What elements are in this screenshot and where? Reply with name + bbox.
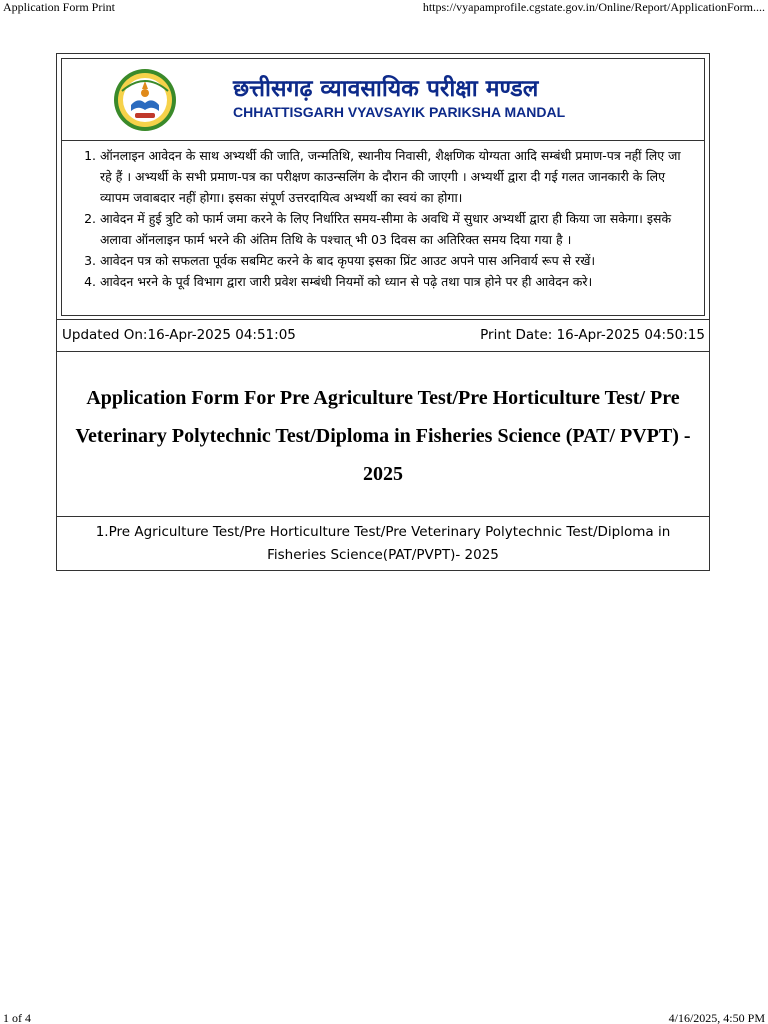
print-date-text: Print Date: 16-Apr-2025 04:50:15 xyxy=(480,327,705,343)
board-title-english: CHHATTISGARH VYAVSAYIK PARIKSHA MANDAL xyxy=(233,104,566,120)
application-form-container xyxy=(56,53,710,571)
instruction-item: 4. आवेदन भरने के पूर्व विभाग द्वारा जारी प्रवेश सम्बंधी नियमों को ध्यान से पढ़े तथा पात्र होने पर ही आवेदन करे। xyxy=(100,271,690,292)
banner xyxy=(62,59,704,141)
divider xyxy=(57,516,709,517)
print-footer-datetime: 4/16/2025, 4:50 PM xyxy=(668,1011,765,1024)
page-number: 1 of 4 xyxy=(3,1011,31,1024)
form-title: Application Form For Pre Agriculture Test/Pre Horticulture Test/ Pre Veterinary Polytechnic Test/Diploma in Fisheries Science (PAT/ PVPT) - 2025 xyxy=(75,387,691,485)
divider xyxy=(57,319,709,320)
vyapam-emblem-icon xyxy=(108,67,182,133)
instruction-item: 2. आवेदन में हुई त्रुटि को फार्म जमा करने के लिए निर्धारित समय-सीमा के अवधि में सुधार अभ्यर्थी द्वारा ही किया जा सकेगा। इसके अलावा ऑनलाइन फार्म भरने की अंतिम तिथि के पश्चात् भी 03 दिवस का अतिरिक्त समय दिया गया है । xyxy=(100,208,690,250)
updated-on-text: Updated On:16-Apr-2025 04:51:05 xyxy=(62,327,296,343)
board-title-hindi: छत्तीसगढ़ व्यावसायिक परीक्षा मण्डल xyxy=(233,76,539,102)
exam-name-line: 1.Pre Agriculture Test/Pre Horticulture Test/Pre Veterinary Polytechnic Test/Diploma in Fisheries Science(PAT/PVPT)- 2025 xyxy=(95,524,671,563)
instruction-item: 1. ऑनलाइन आवेदन के साथ अभ्यर्थी की जाति, जन्मतिथि, स्थानीय निवासी, शैक्षणिक योग्यता आदि सम्बंधी प्रमाण-पत्र नहीं लिए जा रहे हैं । अभ्यर्थी के सभी प्रमाण-पत्र का परीक्षण काउन्सलिंग के दौरान की जाएगी । अभ्यर्थी द्वारा दी गई गलत जानकारी के लिए व्यापम जवाबदार नहीं होगा। इसका संपूर्ण उत्तरदायित्व अभ्यर्थी का स्वयं का होगा। xyxy=(100,145,690,208)
divider xyxy=(57,351,709,352)
instruction-item: 3. आवेदन पत्र को सफलता पूर्वक सबमिट करने के बाद कृपया इसका प्रिंट आउट अपने पास अनिवार्य रूप से रखें। xyxy=(100,250,690,271)
print-header-url: https://vyapamprofile.cgstate.gov.in/Online/Report/ApplicationForm.... xyxy=(422,0,765,14)
print-header-title: Application Form Print xyxy=(3,0,115,14)
instructions-list xyxy=(62,141,704,315)
header-box xyxy=(61,58,705,316)
